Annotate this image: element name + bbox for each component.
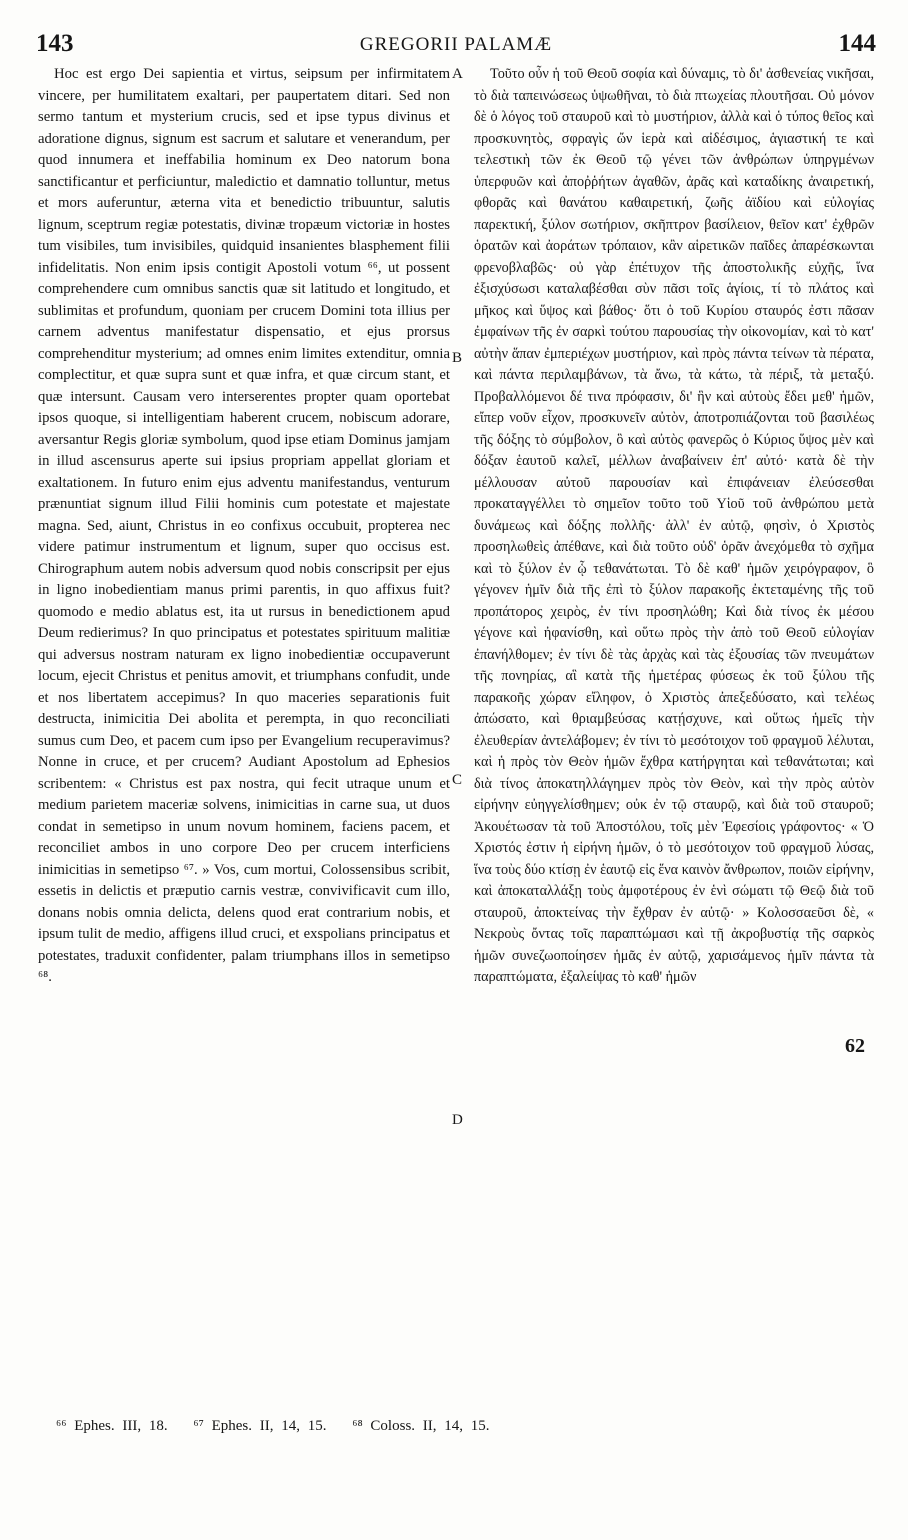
margin-letter-d: D	[452, 1112, 463, 1128]
page-number-right: 144	[838, 30, 876, 57]
footnote-66: ⁶⁶ Ephes. III, 18.	[56, 1418, 168, 1434]
page-number-left: 143	[36, 30, 74, 57]
page-header	[36, 30, 876, 60]
margin-letter-b: B	[452, 350, 463, 366]
margin-letter-a: A	[452, 66, 463, 82]
margin-letter-c: C	[452, 772, 463, 788]
footnote-68: ⁶⁸ Coloss. II, 14, 15.	[352, 1418, 490, 1434]
folio-mark: 62	[842, 1035, 868, 1058]
latin-column	[38, 64, 450, 1394]
footnote-67: ⁶⁷ Ephes. II, 14, 15.	[193, 1418, 327, 1434]
greek-column	[474, 64, 874, 1394]
footnotes	[56, 1418, 876, 1435]
greek-paragraph: Τοῦτο οὖν ἡ τοῦ Θεοῦ σοφία καὶ δύναμις, τὸ δι' ἀσθενείας νικῆσαι, τὸ διὰ ταπεινώσεως ὑψωθῆναι, τὸ διὰ πτωχείας πλουτῆσαι. Οὐ μόνον δὲ ὁ λόγος τοῦ σταυροῦ καὶ τὸ μυστήριον, ἀλλὰ καὶ ὁ τύπος θεῖος καὶ προσκυνητὸς, σφραγὶς ὤν ἱερὰ καὶ αἰδέσιμος, ἁγιαστική τε καὶ τελεστικὴ τῶν ἐκ Θεοῦ τῷ γένει τῶν ἀνθρώπων ὑπηργμένων ὑπερφυῶν καὶ ἀποῤῥήτων ἀγαθῶν, ἀρᾶς καὶ καταδίκης ἀναιρετική, φθορᾶς καὶ θανάτου καθαιρετική, ζωῆς ἀϊδίου καὶ εὐλογίας παρεκτική, ξύλον σωτήριον, σκῆπτρον βασίλειον, θεῖον κατ' ἐχθρῶν ὁρατῶν καὶ ἀοράτων τρόπαιον, κἂν αἱρετικῶν παῖδες ἀπαρέσκωνται φρενοβλαβῶς· οὐ γὰρ ἐπέτυχον τῆς ἀποστολικῆς εὐχῆς, ἵνα ἐξισχύσωσι καταλαβέσθαι σὺν πᾶσι τοῖς ἁγίοις, τί τὸ πλάτος καὶ μῆκος καὶ ὕψος καὶ βάθος· ὅτι ὁ τοῦ Κυρίου σταυρός ἐστι πᾶσαν ἐμφαίνων τῆς ἐν σαρκὶ τούτου παρουσίας τὴν οἰκονομίαν, καὶ τὸ κατ' αὐτὴν ἅπαν ἐμπεριέχων μυστήριον, καὶ πρὸς πάντα τείνων τὰ πέρατα, καὶ πάντα περιλαμβάνων, τὰ ἄνω, τὰ κάτω, τὰ πέριξ, τὰ μεταξύ. Προβαλλόμενοι δέ τινα πρόφασιν, δι' ἣν καὶ αὐτοὺς ἔδει μεθ' ἡμῶν, εἴπερ νοῦν εἶχον, προσκυνεῖν αὐτὸν, ἀποτροπιάζονται τοῦ βασιλέως τῆς δόξης τὸ σύμβολον, ὃ καὶ αὐτὸς φανερῶς ὁ Κύριος ὕψος μὲν καὶ δόξαν ἑαυτοῦ καλεῖ, μέλλων ἀναβαίνειν ἐπ' αὐτό· κατὰ δὲ τὴν μέλλουσαν αὐτοῦ παρουσίαν καὶ ἐπιφάνειαν ἐλεύσεσθαι προκαταγγέλλει τὸ σημεῖον τοῦτο τοῦ Υἱοῦ τοῦ ἀνθρώπου μετὰ δυνάμεως καὶ δόξης πολλῆς· ἀλλ' ἐν αὐτῷ, φησὶν, ὁ Χριστὸς προσηλωθεὶς ἀπέθανε, καὶ διὰ τοῦτο οὐδ' ὁρᾶν ἀνεχόμεθα τὸ σχῆμα καὶ τὸ ξύλον ἐν ᾧ τεθανάτωται. Τὸ δὲ καθ' ἡμῶν χειρόγραφον, ὃ γέγονεν ἡμῖν διὰ τῆς ἐπὶ τὸ ξύλον παρακοῆς ἐκτεταμένης τῆς τοῦ προπάτορος χειρὸς, ἐν τίνι προσηλώθη; Καὶ διὰ τίνος ἐκ μέσου γέγονε καὶ ἠφανίσθη, καὶ οὕτω πρὸς τὴν ἀπὸ τοῦ Θεοῦ εὐλογίαν ἐπανήλθομεν; ἐν τίνι δὲ τὰς ἀρχὰς καὶ τὰς ἐξουσίας τῶν πνευμάτων τῆς πονηρίας, αἳ κατὰ τῆς ἡμετέρας φύσεως ἐκ τοῦ ξύλου τῆς παρακοῆς χώραν εἴληφον, ὁ Χριστὸς ἀπεξεδύσατο, καὶ τελέως ἀπώσατο, καὶ θριαμβεύσας κατῄσχυνε, καὶ οὕτως ἡμεῖς τὴν ἐλευθερίαν ἀντελάβομεν; ἐν τίνι τὸ μεσότοιχον τοῦ φραγμοῦ λέλυται, καὶ ἡ πρὸς τὸν Θεὸν ἡμῶν ἔχθρα κατήργηται καὶ τεθανάτωται; καὶ διὰ τίνος ἀποκατηλλάγημεν πρὸς τὸν Θεὸν, καὶ τὴν πρὸς αὐτὸν εἰρήνην εὐηγγελίσθημεν; οὐκ ἐν τῷ σταυρῷ, καὶ διὰ τοῦ σταυροῦ; Ἀκουέτωσαν τὰ τοῦ Ἀποστόλου, τοῖς μὲν Ἐφεσίοις γράφοντος· « Ὁ Χριστός ἐστιν ἡ εἰρήνη ἡμῶν, ὁ τὸ μεσότοιχον τοῦ φραγμοῦ λύσας, ἵνα τοὺς δύο κτίσῃ ἐν ἑαυτῷ εἰς ἕνα καινὸν ἄνθρωπον, ποιῶν εἰρήνην, καὶ ἀποκαταλλάξῃ τοὺς ἀμφοτέρους ἐν ἑνὶ σώματι τῷ Θεῷ διὰ τοῦ σταυροῦ, ἀποκτείνας τὴν ἔχθραν ἐν αὐτῷ· » Κολοσσαεῦσι δὲ, « Νεκροὺς ὄντας τοῖς παραπτώμασι καὶ τῇ ἀκροβυστίᾳ τῆς σαρκὸς ἡμῶν συνεζωοποίησεν ἡμᾶς ἐν αὐτῷ, χαρισάμενος ἡμῖν πάντα τὰ παραπτώματα, ἐξαλείψας τὸ καθ' ἡμῶν	[474, 66, 874, 985]
running-title: GREGORII PALAMÆ	[359, 34, 553, 55]
latin-paragraph: Hoc est ergo Dei sapientia et virtus, seipsum per infirmitatem vincere, per humilitatem exaltari, per paupertatem ditari. Sed non sermo tantum et mysterium crucis, sed et ipse typus divinus et adoratione dignus, signum est sacrum et salutare et venerandum, per quod innumera et ineffabilia hominum ex Deo natorum bona sanctificantur et perficiuntur, maledictio et damnatio tolluntur, metus et mors auferuntur, æterna vita et benedictio tribuuntur, salutis lignum, sceptrum regiæ potestatis, divinæ tropæum victoriæ in hostes tum visibiles, tum invisibiles, quidquid insanientes blasphement filii infidelitatis. Non enim ipsis contigit Apostoli votum ⁶⁶, ut possent comprehendere cum omnibus sanctis quæ sit latitudo et longitudo, et sublimitas et profundum, quoniam per crucem Domini tota illius per carnem adventus manifestatur dispensatio, et ejus prorsus comprehenditur mysterium; ad omnes enim limites extenditur, omnia complectitur, et quæ supra sunt et quæ infra, et quæ circum stant, et quæ intersunt. Causam vero interserentes propter quam oportebat ipsos quoque, si intelligentiam haberent crucem, nobiscum adorare, aversantur Regis gloriæ symbolum, quod ipse etiam Dominus jamjam in illud ascensurus aperte sui ipsius propriam appellat gloriam et exaltationem. In futuro enim ejus adventu manifestandus, venturum prænuntiat signum illud Filii hominis cum potestate et majestate magna. Sed, aiunt, Christus in eo confixus occubuit, propterea nec videre patimur instrumentum et lignum, super quo occisus est. Chirographum autem nobis adversum quod nobis conscripsit per ejus in ligno inobedientiam manus primi parentis, in quo affixus fuit? quomodo e medio ablatus est, ita ut rursus in benedictionem apud Deum redierimus? In quo principatus et potestates spirituum malitiæ qui adversus nostram naturam ex ligno inobedientiæ occupaverunt locum, ejecit Christus et penitus amovit, et triumphans confudit, unde et nos libertatem accepimus? In quo maceries separationis fuit destructa, inimicitia Dei abolita et perempta, in quo reconciliati sumus cum Deo, et pacem cum ipso per Evangelium recuperavimus? Nonne in cruce, et per crucem? Audiant Apostolum ad Ephesios scribentem: « Christus est pax nostra, qui fecit utraque unum et medium parietem maceriæ solvens, inimicitias in carne sua, ut duos condat in semetipso in unum novum hominem, faciens pacem, et reconciliet ambos in uno corpore Deo per crucem interficiens inimicitias in semetipso ⁶⁷. » Vos, cum mortui, Colossensibus scribit, essetis in delictis et præputio carnis vestræ, convivificavit cum illo, donans nobis omnia delicta, delens quod erat contrarium nobis, et ipsum tulit de medio, affigens illud cruci, et exspolians principatus et potestates, traduxit confidenter, palam triumphans illos in semetipso ⁶⁸.	[38, 66, 450, 985]
